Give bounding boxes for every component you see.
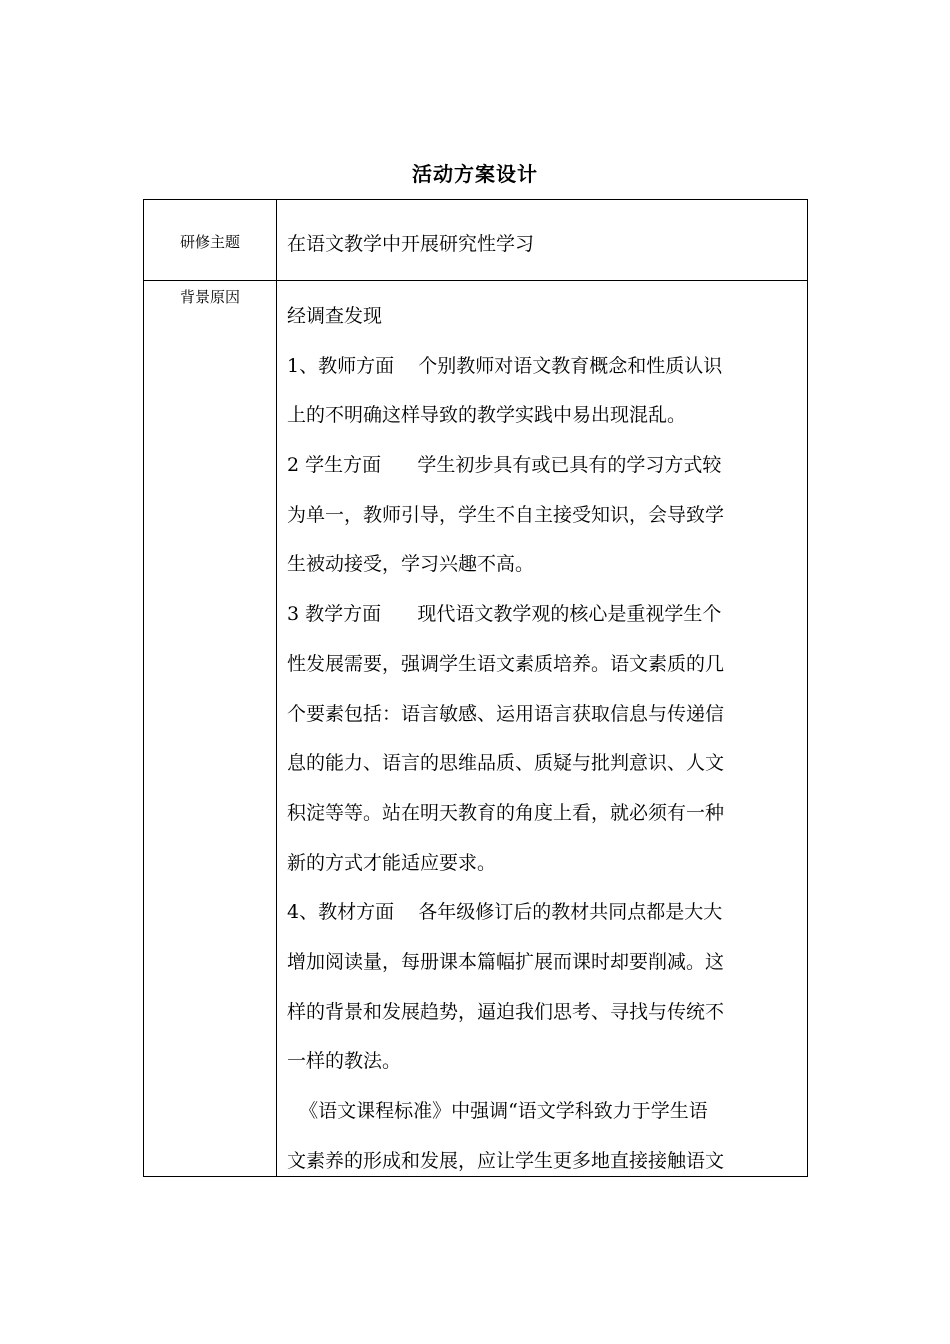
background-line: 一样的教法。 bbox=[287, 1050, 402, 1073]
background-line: 3 教学方面 现代语文教学观的核心是重视学生个 bbox=[287, 603, 722, 626]
document-title: 活动方案设计 bbox=[412, 162, 538, 186]
background-line: 上的不明确这样导致的教学实践中易出现混乱。 bbox=[287, 404, 687, 427]
topic-value: 在语文教学中开展研究性学习 bbox=[287, 233, 535, 255]
background-line: 增加阅读量，每册课本篇幅扩展而课时却要削减。这 bbox=[287, 950, 725, 973]
background-line: 性发展需要，强调学生语文素质培养。语文素质的几 bbox=[287, 652, 725, 675]
background-line: 《语文课程标准》中强调“语文学科致力于学生语 bbox=[287, 1100, 708, 1122]
background-line: 经调查发现 bbox=[287, 305, 383, 327]
background-line: 新的方式才能适应要求。 bbox=[287, 851, 497, 874]
background-label: 背景原因 bbox=[179, 288, 240, 306]
topic-label: 研修主题 bbox=[179, 233, 240, 251]
background-content bbox=[287, 292, 801, 1186]
background-line: 1、教师方面 个别教师对语文教育概念和性质认识 bbox=[287, 354, 723, 377]
background-line: 个要素包括：语言敏感、运用语言获取信息与传递信 bbox=[287, 702, 725, 725]
background-line: 4、教材方面 各年级修订后的教材共同点都是大大 bbox=[287, 901, 723, 924]
column-divider bbox=[276, 200, 277, 1176]
background-line: 文素养的形成和发展，应让学生更多地直接接触语文 bbox=[287, 1149, 725, 1172]
plan-table bbox=[143, 199, 808, 1177]
background-line: 积淀等等。站在明天教育的角度上看，就必须有一种 bbox=[287, 801, 725, 824]
background-line: 2 学生方面 学生初步具有或已具有的学习方式较 bbox=[287, 454, 722, 477]
background-line: 生被动接受，学习兴趣不高。 bbox=[287, 553, 535, 576]
background-line: 为单一，教师引导，学生不自主接受知识，会导致学 bbox=[287, 503, 725, 526]
background-line: 样的背景和发展趋势，逼迫我们思考、寻找与传统不 bbox=[287, 1000, 725, 1023]
background-line: 息的能力、语言的思维品质、质疑与批判意识、人文 bbox=[287, 752, 725, 775]
topic-row bbox=[144, 200, 807, 281]
